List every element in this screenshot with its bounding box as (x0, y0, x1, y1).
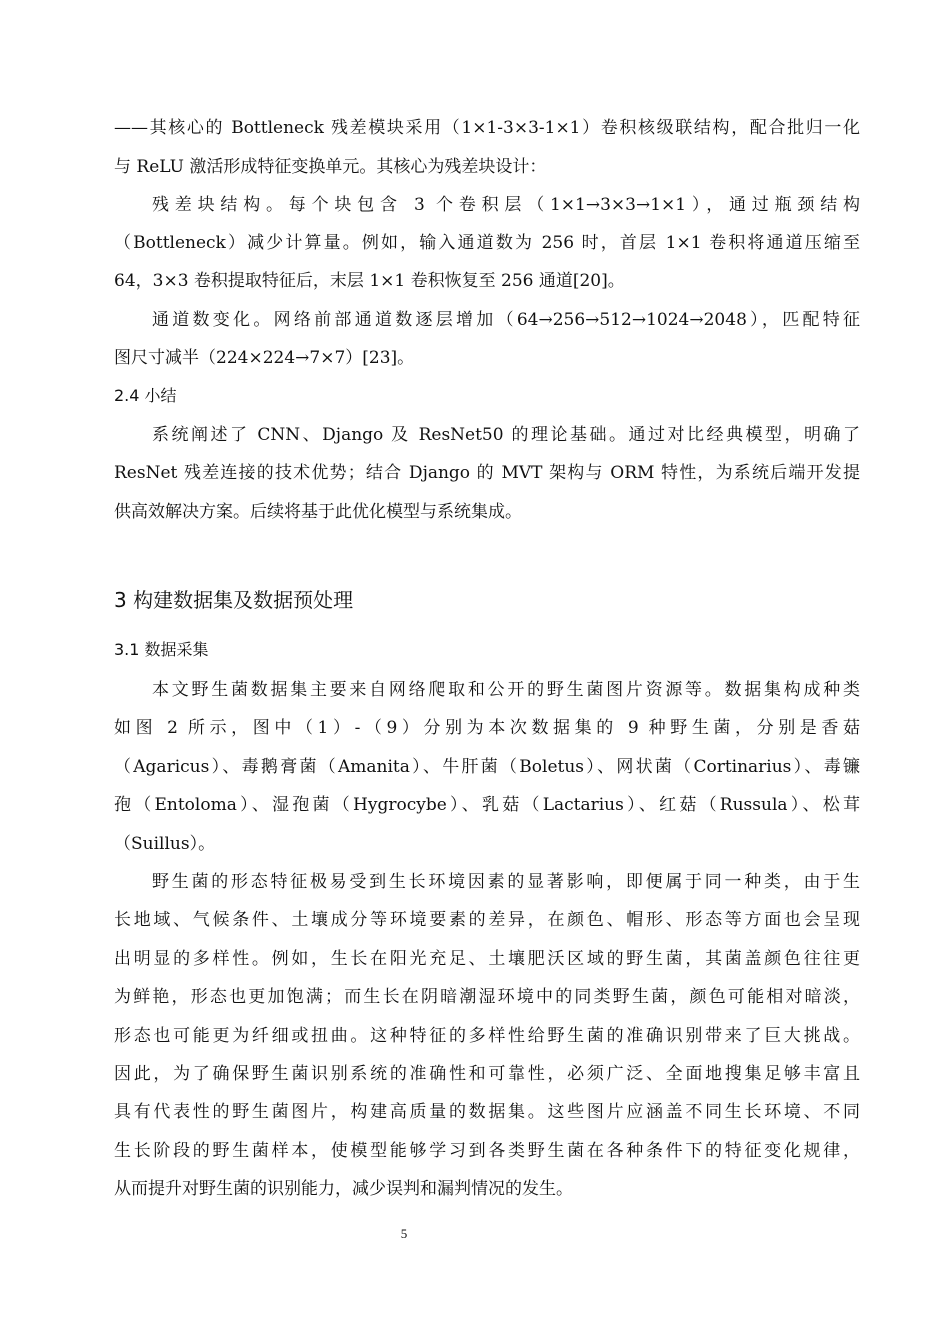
text-line: 形态也可能更为纤细或扭曲。这种特征的多样性给野生菌的准确识别带来了巨大挑战。 (114, 1026, 860, 1046)
text-line: 本文野生菌数据集主要来自网络爬取和公开的野生菌图片资源等。数据集构成种类 (152, 680, 860, 700)
text-line: 长地域、气候条件、土壤成分等环境要素的差异，在颜色、帽形、形态等方面也会呈现 (114, 910, 860, 930)
text-line: 与 ReLU 激活形成特征变换单元。其核心为残差块设计： (114, 157, 547, 177)
text-line: 为鲜艳，形态也更加饱满；而生长在阴暗潮湿环境中的同类野生菌，颜色可能相对暗淡， (114, 987, 860, 1007)
text-line: 图尺寸减半（224×224→7×7）[23]。 (114, 348, 415, 368)
text-line: 通道数变化。网络前部通道数逐层增加（64→256→512→1024→2048），匹配特征 (152, 310, 860, 330)
text-line: （Bottleneck）减少计算量。例如，输入通道数为 256 时，首层 1×1 卷积将通道压缩至 (114, 233, 860, 253)
text-line: 生长阶段的野生菌样本，使模型能够学习到各类野生菌在各种条件下的特征变化规律， (114, 1141, 860, 1161)
text-line: 系统阐述了 CNN、Django 及 ResNet50 的理论基础。通过对比经典模型，明确了 (152, 425, 860, 445)
text-line: ——其核心的 Bottleneck 残差模块采用（1×1-3×3-1×1）卷积核级联结构，配合批归一化 (114, 118, 860, 138)
text-line: 具有代表性的野生菌图片，构建高质量的数据集。这些图片应涵盖不同生长环境、不同 (114, 1102, 860, 1122)
text-line: 供高效解决方案。后续将基于此优化模型与系统集成。 (114, 502, 522, 522)
section-heading-3-1: 3.1 数据采集 (114, 640, 209, 659)
text-line: ResNet 残差连接的技术优势；结合 Django 的 MVT 架构与 ORM 特性，为系统后端开发提 (114, 463, 860, 483)
text-line: 因此，为了确保野生菌识别系统的准确性和可靠性，必须广泛、全面地搜集足够丰富且 (114, 1064, 860, 1084)
text-line: （Suillus）。 (114, 834, 216, 854)
text-line: 如图 2 所示，图中（1）-（9）分别为本次数据集的 9 种野生菌，分别是香菇 (114, 718, 860, 738)
page-number: 5 (400, 1226, 408, 1241)
text-line: 孢（Entoloma）、湿孢菌（Hygrocybe）、乳菇（Lactarius）、红菇（Russula）、松茸 (114, 795, 860, 815)
text-line: （Agaricus）、毒鹅膏菌（Amanita）、牛肝菌（Boletus）、网状菌（Cortinarius）、毒镰 (114, 757, 860, 777)
section-heading-2-4: 2.4 小结 (114, 386, 177, 405)
text-line: 64，3×3 卷积提取特征后，末层 1×1 卷积恢复至 256 通道[20]。 (114, 271, 625, 291)
text-line: 残差块结构。每个块包含 3 个卷积层（1×1→3×3→1×1），通过瓶颈结构 (152, 195, 860, 215)
text-line: 出明显的多样性。例如，生长在阳光充足、土壤肥沃区域的野生菌，其菌盖颜色往往更 (114, 949, 860, 969)
chapter-heading-3: 3 构建数据集及数据预处理 (114, 588, 354, 612)
text-line: 野生菌的形态特征极易受到生长环境因素的显著影响，即便属于同一种类，由于生 (152, 872, 860, 892)
text-line: 从而提升对野生菌的识别能力，减少误判和漏判情况的发生。 (114, 1179, 573, 1199)
